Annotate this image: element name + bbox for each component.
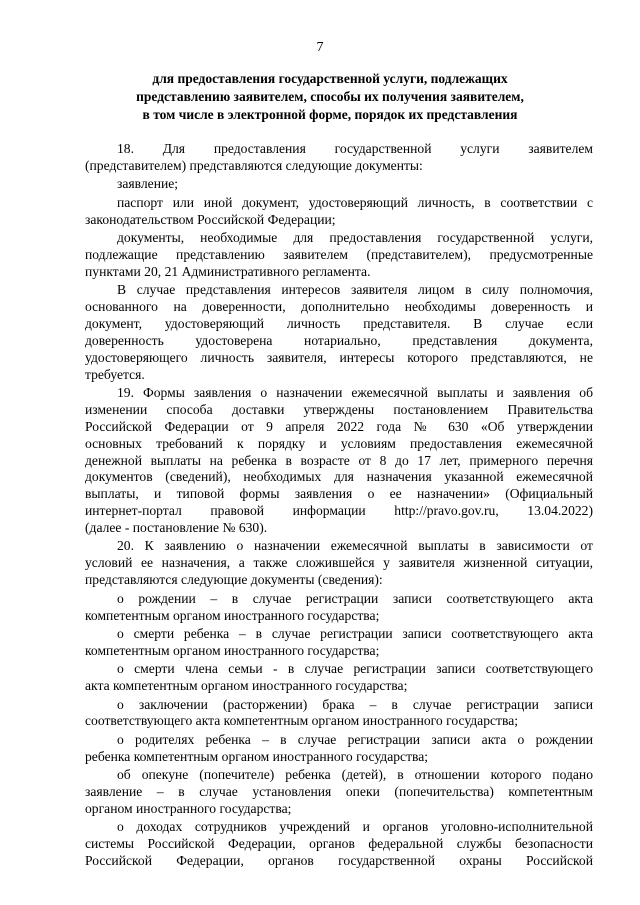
text-line: изменении способа доставки утверждены постановлением Правительства [85, 401, 593, 417]
text-line: пунктами 20, 21 Административного регламента. [85, 263, 371, 279]
text-line: соответствующего акта компетентным органом иностранного государства; [85, 713, 519, 729]
text-line: требуется. [85, 366, 145, 382]
text-line: заявление; [117, 176, 179, 192]
paragraph [85, 385, 593, 537]
paragraph [85, 538, 593, 589]
text-line: о заключении (расторжении) брака – в случае регистрации записи [117, 696, 593, 712]
paragraph [85, 626, 593, 660]
paragraph [85, 141, 593, 175]
text-line: документ, удостоверяющий личность представителя. В случае если [85, 315, 593, 331]
text-line: денежной выплаты на ребенка в возрасте от 8 до 17 лет, примерного перечня [85, 452, 593, 468]
text-line: акта компетентным органом иностранного государства; [85, 678, 408, 694]
text-line: компетентным органом иностранного государства; [85, 642, 380, 658]
text-line: о смерти ребенка – в случае регистрации записи соответствующего акта [117, 625, 593, 641]
text-line: (представителем) представляются следующие документы: [85, 157, 423, 173]
document-body [85, 141, 593, 870]
heading-line: для предоставления государственной услуги, подлежащих [152, 71, 508, 86]
text-line: законодательством Российской Федерации; [85, 211, 336, 227]
text-line: системы Российской Федерации, органов федеральной службы безопасности [85, 836, 593, 852]
section-heading [110, 70, 550, 124]
text-line: о смерти члена семьи - в случае регистрации записи соответствующего [117, 661, 593, 677]
paragraph [85, 767, 593, 818]
text-line: (далее - постановление № 630). [85, 520, 268, 536]
text-line: 19. Формы заявления о назначении ежемесячной выплаты и заявления об [117, 384, 593, 400]
paragraph [85, 176, 593, 193]
heading-line: представлению заявителем, способы их получения заявителем, [136, 89, 524, 104]
paragraph [85, 282, 593, 383]
text-line: Российской Федерации от 9 апреля 2022 года № 630 «Об утверждении [85, 418, 593, 434]
text-line: интернет-портал правовой информации http://pravo.gov.ru, 13.04.2022) [85, 503, 593, 519]
text-line: о доходах сотрудников учреждений и органов уголовно-исполнительной [117, 819, 593, 835]
text-line: основанного на доверенности, дополнительно необходимы доверенность и [85, 299, 593, 315]
paragraph [85, 591, 593, 625]
text-line: В случае представления интересов заявителя лицом в силу полномочия, [117, 282, 593, 298]
text-line: 20. К заявлению о назначении ежемесячной выплаты в зависимости от [117, 538, 593, 554]
text-line: компетентным органом иностранного государства; [85, 607, 380, 623]
text-line: заявление – в случае установления опеки (попечительства) компетентным [85, 783, 593, 799]
text-line: 18. Для предоставления государственной услуги заявителем [117, 141, 593, 156]
text-line: о рождении – в случае регистрации записи соответствующего акта [117, 590, 593, 606]
text-line: доверенность удостоверена нотариально, представления документа, [85, 332, 593, 348]
text-line: подлежащие представлению заявителем (представителем), предусмотренные [85, 246, 593, 262]
text-line: документов (сведений), необходимых для назначения указанной ежемесячной [85, 469, 593, 485]
text-line: удостоверяющего личность заявителя, интересы которого представляются, не [85, 349, 593, 365]
text-line: Российской Федерации, органов государственной охраны Российской [85, 853, 593, 869]
text-line: ребенка компетентным органом иностранного государства; [85, 748, 429, 764]
paragraph [85, 697, 593, 731]
text-line: документы, необходимые для предоставления государственной услуги, [117, 229, 593, 245]
paragraph [85, 195, 593, 229]
text-line: о родителях ребенка – в случае регистрации записи акта о рождении [117, 731, 593, 747]
text-line: паспорт или иной документ, удостоверяющий личность, в соответствии с [117, 194, 593, 210]
text-line: условий ее назначения, а также сложившейся у заявителя жизненной ситуации, [85, 555, 593, 571]
heading-line: в том числе в электронной форме, порядок их представления [142, 107, 518, 122]
text-line: представляются следующие документы (сведения): [85, 572, 383, 588]
page-number: 7 [316, 40, 324, 55]
paragraph [85, 230, 593, 281]
paragraph [85, 661, 593, 695]
text-line: об опекуне (попечителе) ребенка (детей), в отношении которого подано [117, 767, 593, 783]
text-line: основных требований к порядку и условиям предоставления ежемесячной [85, 435, 593, 451]
paragraph [85, 819, 593, 870]
text-line: органом иностранного государства; [85, 800, 292, 816]
text-line: выплаты, и типовой формы заявления о ее назначении» (Официальный [85, 486, 593, 502]
paragraph [85, 732, 593, 766]
